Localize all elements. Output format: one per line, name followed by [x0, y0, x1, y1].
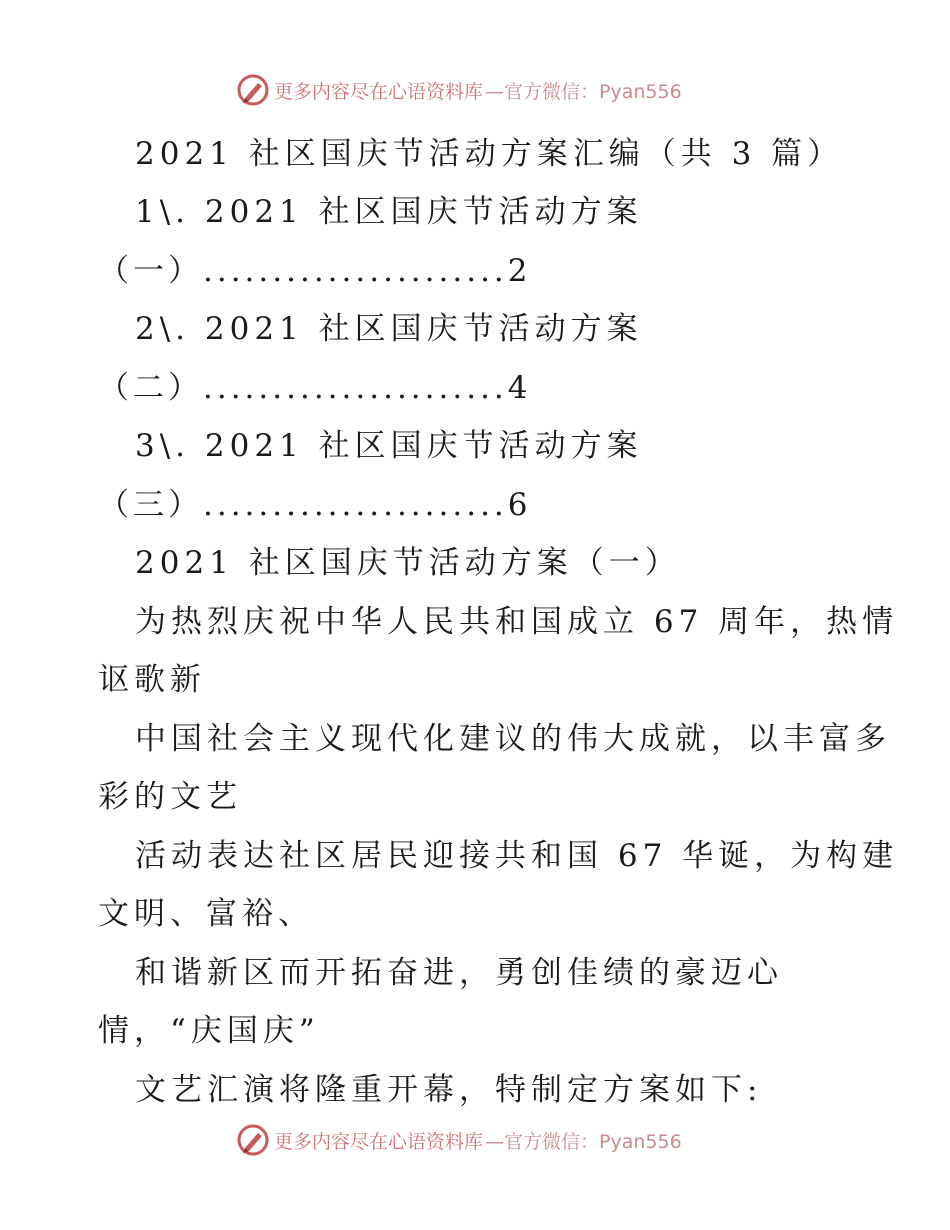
- toc-leader-3: （三）......................6: [98, 487, 532, 523]
- body-line: 中国社会主义现代化建议的伟大成就，以丰富多: [135, 721, 891, 757]
- section-heading: 2021 社区国庆节活动方案（一）: [135, 545, 681, 581]
- watermark-header: [236, 73, 682, 107]
- toc-leader-2: （二）......................4: [98, 370, 532, 406]
- watermark-official: —官方微信：Pyan556: [485, 80, 682, 103]
- body-line: 情，“庆国庆”: [98, 1013, 320, 1049]
- toc-entry-2: 2\. 2021 社区国庆节活动方案: [135, 311, 643, 347]
- watermark-text: 更多内容尽在心语资料库: [274, 1130, 484, 1153]
- body-line: 文艺汇演将隆重开幕，特制定方案如下:: [135, 1072, 763, 1108]
- body-line: 为热烈庆祝中华人民共和国成立 67 周年，热情: [135, 604, 899, 640]
- body-line: 讴歌新: [98, 662, 206, 698]
- watermark-official: —官方微信：Pyan556: [485, 1130, 682, 1153]
- body-line: 彩的文艺: [98, 779, 242, 815]
- pen-logo-icon: [236, 73, 270, 107]
- doc-title: 2021 社区国庆节活动方案汇编（共 3 篇）: [135, 136, 844, 172]
- watermark-footer: [236, 1123, 682, 1157]
- body-line: 和谐新区而开拓奋进，勇创佳绩的豪迈心: [135, 955, 783, 991]
- body-line: 活动表达社区居民迎接共和国 67 华诞，为构建: [135, 838, 899, 874]
- toc-leader-1: （一）......................2: [98, 253, 532, 289]
- toc-entry-1: 1\. 2021 社区国庆节活动方案: [135, 194, 643, 230]
- toc-entry-3: 3\. 2021 社区国庆节活动方案: [135, 428, 643, 464]
- body-line: 文明、富裕、: [98, 896, 314, 932]
- watermark-text: 更多内容尽在心语资料库: [274, 80, 484, 103]
- pen-logo-icon: [236, 1123, 270, 1157]
